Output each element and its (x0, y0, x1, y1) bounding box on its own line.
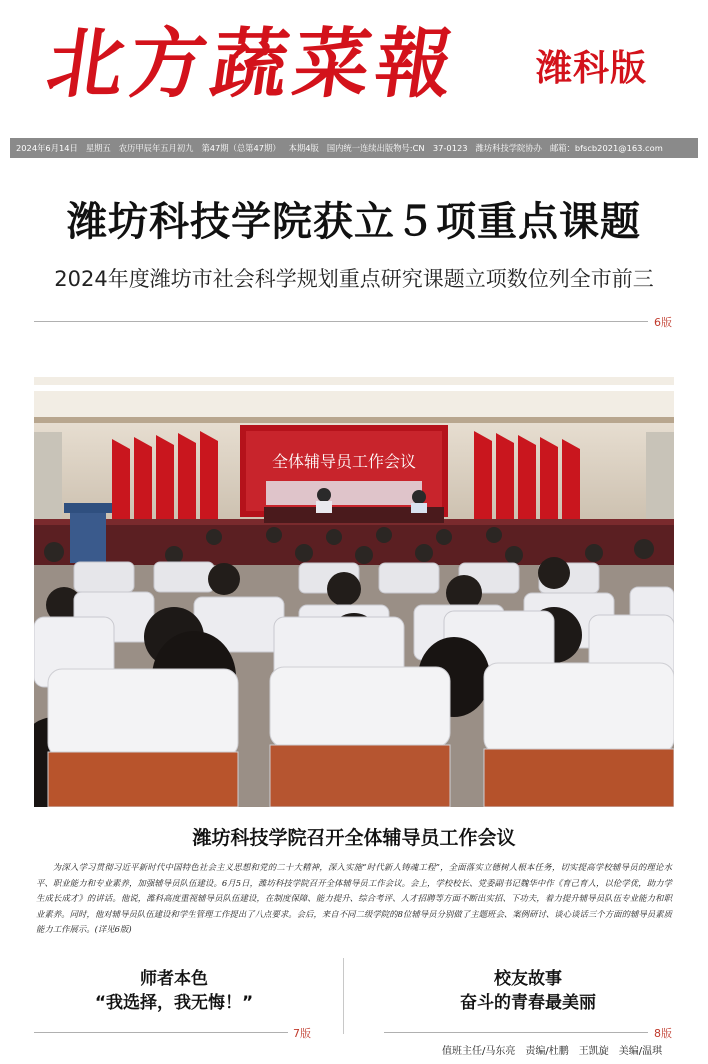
masthead (0, 0, 708, 135)
right-column-heading: 校友故事 (494, 969, 562, 989)
article-body: 为深入学习贯彻习近平新时代中国特色社会主义思想和党的二十大精神，深入实施“时代新人铸魂工程”，全面落实立德树人根本任务，切实提高学校辅导员的理论水平、职业能力和专业素养，加强辅导员队伍建设。6月5日，潍坊科技学院召开全体辅导员工作会议。会上，学校校长、党委副书记魏华中作《育己育人，以伦学优，助力学生成长成才》的讲话。他说，潍科高度重视辅导员队伍建设，在制度保障、能力提升、综合考评、人才招聘等方面不断出实招、下功夫，着力提升辅导员队伍专业能力和职业素养。同时，他对辅导员队伍建设和学生管理工作提出了八点要求。会后，来自不同二级学院的8位辅导员分别做了主题班会、案例研讨、谈心谈话三个方面的辅导员素质能力工作展示。(详见6版) (36, 862, 672, 934)
edition-label: 潍科版 (536, 48, 648, 89)
left-column-page-ref[interactable]: 7版 (293, 1027, 311, 1040)
issue-email: 邮箱：bfscb2021@163.com (549, 143, 663, 153)
issue-number: 第47期（总第47期） (201, 143, 281, 153)
issue-info-bar (10, 138, 698, 158)
editor-credits: 值班主任/马东亮 责编/杜鹏 王凯旋 美编/温琪 (442, 1046, 663, 1057)
left-column-subheading: “我选择，我无悔！” (94, 993, 254, 1013)
screen-title: 全体辅导员工作会议 (271, 452, 417, 471)
meeting-photo-illustration (34, 377, 674, 807)
issue-weekday: 星期五 (85, 143, 111, 153)
lead-page-ref[interactable]: 6版 (654, 316, 672, 329)
right-column-divider (384, 1032, 648, 1033)
issue-lunar-date: 农历甲辰年五月初九 (118, 143, 194, 153)
left-column-divider (34, 1032, 288, 1033)
right-column-subheading: 奋斗的青春最美丽 (460, 993, 596, 1013)
issue-page-count: 本期4版 (288, 143, 319, 153)
right-column-page-ref[interactable]: 8版 (654, 1027, 672, 1040)
lead-divider (34, 321, 648, 322)
left-column-heading: 师者本色 (140, 969, 208, 989)
lead-headline: 潍坊科技学院获立５项重点课题 (67, 199, 641, 245)
issue-date: 2024年6月14日 (16, 143, 78, 153)
article-title: 潍坊科技学院召开全体辅导员工作会议 (192, 827, 516, 849)
meeting-photo (34, 377, 674, 807)
lead-subheadline: 2024年度潍坊市社会科学规划重点研究课题立项数位列全市前三 (54, 267, 654, 291)
issue-serial-number: 国内统一连续出版物号:CN 37-0123 (326, 143, 468, 153)
column-divider (343, 958, 344, 1034)
issue-co-organizer: 潍坊科技学院协办 (475, 143, 542, 153)
newspaper-title: 北方蔬菜報 (41, 19, 465, 108)
